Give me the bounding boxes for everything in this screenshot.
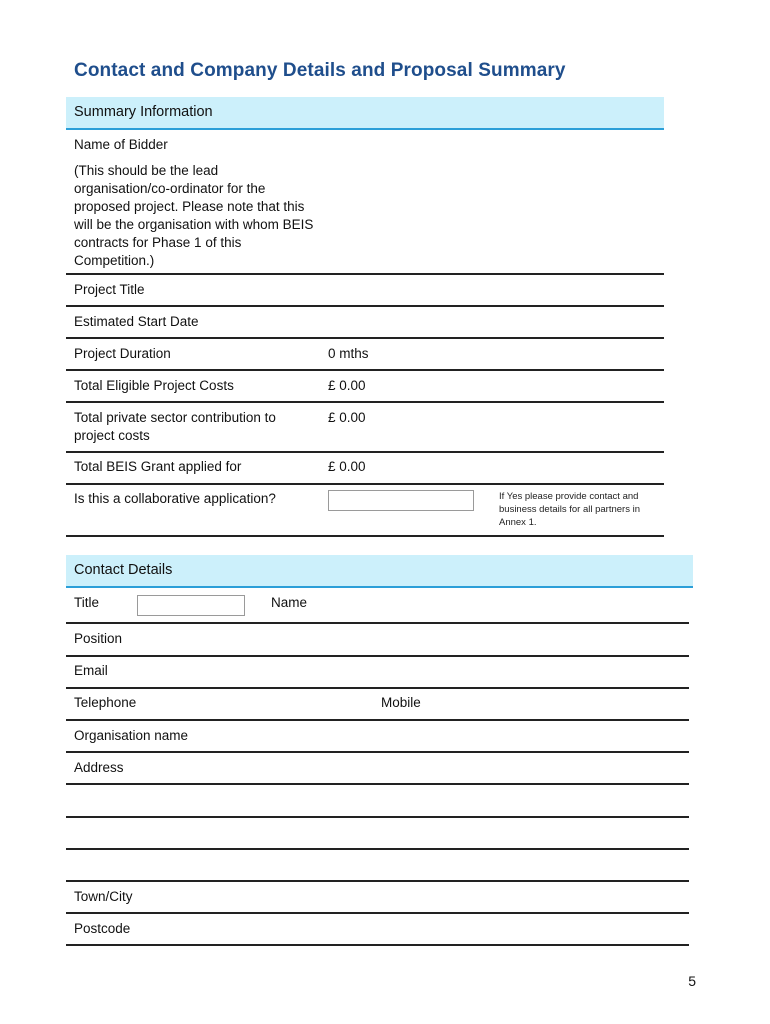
address-line-2[interactable] [66, 785, 689, 818]
address-label: Address [74, 760, 124, 775]
costs-label: Total Eligible Project Costs [74, 378, 234, 393]
grant-label: Total BEIS Grant applied for [74, 459, 242, 474]
organisation-field[interactable] [328, 723, 678, 749]
address-row [66, 753, 689, 785]
page-number: 5 [688, 973, 696, 989]
bidder-label: Name of Bidder [74, 137, 168, 152]
bidder-name-field[interactable] [328, 136, 648, 266]
costs-row [66, 371, 664, 403]
collaborative-label: Is this a collaborative application? [74, 491, 276, 506]
project-title-label: Project Title [74, 282, 145, 297]
mobile-label: Mobile [381, 695, 421, 710]
email-field[interactable] [328, 659, 678, 685]
postcode-label: Postcode [74, 921, 131, 936]
project-title-field[interactable] [328, 277, 658, 303]
grant-value: £ 0.00 [328, 459, 366, 474]
address-line-4[interactable] [66, 850, 689, 882]
town-row [66, 882, 689, 914]
start-date-label: Estimated Start Date [74, 314, 199, 329]
collaborative-select[interactable] [328, 490, 474, 511]
title-label: Title [74, 595, 100, 610]
duration-label: Project Duration [74, 346, 171, 361]
summary-section-header: Summary Information [66, 97, 664, 130]
position-field[interactable] [328, 626, 678, 652]
bidder-row [66, 130, 664, 275]
telephone-label: Telephone [74, 695, 137, 710]
title-input[interactable] [137, 595, 245, 616]
start-date-field[interactable] [328, 309, 658, 335]
page-title: Contact and Company Details and Proposal Summary [74, 60, 566, 81]
start-date-row [66, 307, 664, 339]
duration-row [66, 339, 664, 371]
email-row [66, 657, 689, 689]
organisation-row [66, 721, 689, 753]
position-label: Position [74, 631, 123, 646]
duration-value: 0 mths [328, 346, 369, 361]
private-contribution-row [66, 403, 664, 453]
organisation-label: Organisation name [74, 728, 189, 743]
name-field[interactable] [328, 590, 678, 618]
private-contribution-label: Total private sector contribution to project costs [74, 410, 276, 443]
grant-row [66, 453, 664, 485]
town-label: Town/City [74, 889, 133, 904]
name-label: Name [271, 595, 308, 610]
costs-value: £ 0.00 [328, 378, 366, 393]
private-contribution-value: £ 0.00 [328, 410, 366, 425]
postcode-row [66, 914, 689, 946]
town-field[interactable] [328, 884, 678, 910]
collaborative-note: If Yes please provide contact and business details for all partners in Annex 1. [499, 491, 640, 528]
position-row [66, 624, 689, 657]
bidder-note: (This should be the lead organisation/co-ordinator for the proposed project. Please note that this will be the organisation with whom BEIS contracts for Phase 1 of this Competition.) [74, 163, 314, 268]
contact-section-header: Contact Details [66, 555, 693, 588]
address-line-3[interactable] [66, 818, 689, 850]
phone-row [66, 689, 689, 721]
postcode-field[interactable] [328, 916, 678, 942]
email-label: Email [74, 663, 108, 678]
title-name-row [66, 588, 689, 624]
collaborative-row [66, 485, 664, 537]
project-title-row [66, 275, 664, 307]
